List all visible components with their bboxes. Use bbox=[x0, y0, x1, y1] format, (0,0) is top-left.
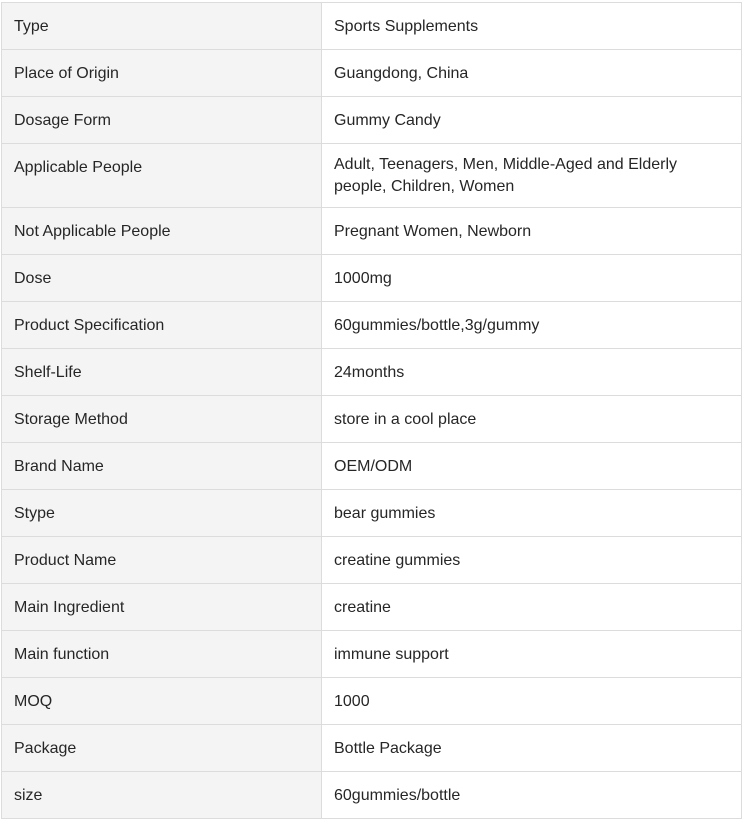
spec-label: Applicable People bbox=[2, 144, 322, 208]
table-row bbox=[2, 678, 742, 725]
spec-label: Not Applicable People bbox=[2, 208, 322, 255]
spec-value: store in a cool place bbox=[322, 396, 742, 443]
spec-value: Bottle Package bbox=[322, 725, 742, 772]
spec-value: Adult, Teenagers, Men, Middle-Aged and Elderly people, Children, Women bbox=[322, 144, 742, 208]
spec-label: Main Ingredient bbox=[2, 584, 322, 631]
spec-value: 1000mg bbox=[322, 255, 742, 302]
spec-label: Storage Method bbox=[2, 396, 322, 443]
spec-label: Brand Name bbox=[2, 443, 322, 490]
table-row bbox=[2, 208, 742, 255]
spec-label: Product Name bbox=[2, 537, 322, 584]
table-row bbox=[2, 772, 742, 819]
spec-table-body bbox=[2, 3, 742, 819]
spec-value: creatine bbox=[322, 584, 742, 631]
spec-value: immune support bbox=[322, 631, 742, 678]
table-row bbox=[2, 255, 742, 302]
table-row bbox=[2, 3, 742, 50]
spec-label: Package bbox=[2, 725, 322, 772]
spec-label: size bbox=[2, 772, 322, 819]
spec-value: 60gummies/bottle bbox=[322, 772, 742, 819]
spec-value: Guangdong, China bbox=[322, 50, 742, 97]
spec-label: MOQ bbox=[2, 678, 322, 725]
spec-label: Shelf-Life bbox=[2, 349, 322, 396]
table-row bbox=[2, 349, 742, 396]
table-row bbox=[2, 50, 742, 97]
table-row bbox=[2, 490, 742, 537]
spec-value: 24months bbox=[322, 349, 742, 396]
table-row bbox=[2, 97, 742, 144]
table-row bbox=[2, 443, 742, 490]
spec-label: Product Specification bbox=[2, 302, 322, 349]
spec-value: creatine gummies bbox=[322, 537, 742, 584]
spec-value: bear gummies bbox=[322, 490, 742, 537]
table-row bbox=[2, 302, 742, 349]
table-row bbox=[2, 631, 742, 678]
spec-label: Dose bbox=[2, 255, 322, 302]
spec-value: Sports Supplements bbox=[322, 3, 742, 50]
spec-value: OEM/ODM bbox=[322, 443, 742, 490]
spec-value: 60gummies/bottle,3g/gummy bbox=[322, 302, 742, 349]
table-row bbox=[2, 725, 742, 772]
product-spec-table bbox=[1, 2, 742, 819]
table-row bbox=[2, 396, 742, 443]
spec-value: 1000 bbox=[322, 678, 742, 725]
spec-label: Stype bbox=[2, 490, 322, 537]
spec-label: Type bbox=[2, 3, 322, 50]
spec-label: Dosage Form bbox=[2, 97, 322, 144]
spec-value: Gummy Candy bbox=[322, 97, 742, 144]
spec-value: Pregnant Women, Newborn bbox=[322, 208, 742, 255]
table-row bbox=[2, 144, 742, 208]
spec-label: Main function bbox=[2, 631, 322, 678]
spec-label: Place of Origin bbox=[2, 50, 322, 97]
table-row bbox=[2, 584, 742, 631]
table-row bbox=[2, 537, 742, 584]
